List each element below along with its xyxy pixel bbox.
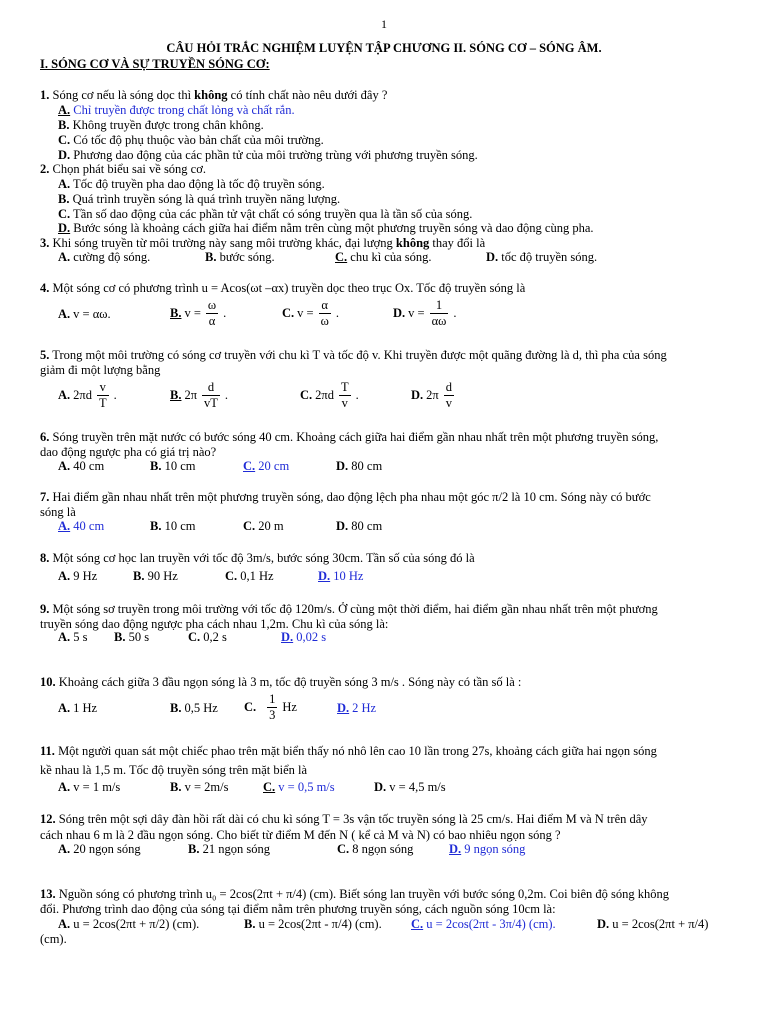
q2-option-a: A. Tốc độ truyền pha dao động là tốc độ truyền sóng. xyxy=(58,177,325,191)
q8-option-a: A. 9 Hz xyxy=(58,569,98,583)
q6-option-a: A. 40 cm xyxy=(58,459,105,473)
q4-option-d: D. v = $\frac{1}{\alpha\omega}$ . xyxy=(393,298,457,328)
q1-option-b: B. Không truyền được trong chân không. xyxy=(58,118,264,132)
question-7-cont: sóng là xyxy=(40,505,76,519)
q10-option-a: A. 1 Hz xyxy=(58,700,98,715)
question-12-cont: cách nhau 6 m là 2 đầu ngọn sóng. Cho biết từ điểm M đến N ( kể cả M và N) có bao nhiêu ngọn sóng ? xyxy=(40,828,561,842)
question-7: 7. Hai điểm gần nhau nhất trên một phương truyền sóng, dao động lệch pha nhau một góc π/2 là 10 cm. Sóng này có bước xyxy=(40,490,651,504)
q11-option-b: B. v = 2m/s xyxy=(170,780,229,794)
q6-option-d: D. 80 cm xyxy=(336,459,383,473)
q3-option-c: C. chu kì của sóng. xyxy=(335,250,432,264)
q10-option-b: B. 0,5 Hz xyxy=(170,700,218,715)
section-heading: I. SÓNG CƠ VÀ SỰ TRUYỀN SÓNG CƠ: xyxy=(40,57,270,71)
question-2: 2. Chọn phát biểu sai về sóng cơ. xyxy=(40,162,206,176)
q6-option-c: C. 20 cm xyxy=(243,459,290,473)
question-1: 1. Sóng cơ nếu là sóng dọc thì không có tính chất nào nêu dưới đây ? xyxy=(40,88,388,102)
q8-option-b: B. 90 Hz xyxy=(133,569,178,583)
q2-option-c: C. Tần số dao động của các phần tử vật chất có sóng truyền qua là tần số của sóng. xyxy=(58,207,473,221)
q12-option-a: A. 20 ngọn sóng xyxy=(58,842,141,856)
q13-option-c: C. u = 2cos(2πt - 3π/4) (cm). xyxy=(411,917,556,931)
q11-option-d: D. v = 4,5 m/s xyxy=(374,780,446,794)
q7-option-b: B. 10 cm xyxy=(150,519,196,533)
q10-option-d: D. 2 Hz xyxy=(337,700,377,715)
question-5-cont: giảm đi một lượng bằng xyxy=(40,363,161,377)
q13-option-d: D. u = 2cos(2πt + π/4) xyxy=(597,917,709,931)
q8-option-d: D. 10 Hz xyxy=(318,569,364,583)
q1-option-a: A. Chỉ truyền được trong chất lỏng và chất rắn. xyxy=(58,103,295,117)
q8-option-c: C. 0,1 Hz xyxy=(225,569,274,583)
q5-option-b: B. 2π $\frac{d}{vT}$ . xyxy=(170,380,229,410)
question-13: 13. Nguồn sóng có phương trình u₀ = 2cos(2πt + π/4) (cm). Biết sóng lan truyền với bước sóng 0,2m. Coi biên độ sóng không xyxy=(40,887,669,901)
page-number: 1 xyxy=(381,17,387,31)
question-4: 4. Một sóng cơ có phương trình u = Acos(ωt –αx) truyền dọc theo trục Ox. Tốc độ truyền sóng là xyxy=(40,281,526,295)
q7-option-a: A. 40 cm xyxy=(58,519,105,533)
q3-option-d: D. tốc độ truyền sóng. xyxy=(486,250,598,264)
q4-option-a: A. v = αω. xyxy=(58,306,111,321)
q1-option-c: C. Có tốc độ phụ thuộc vào bản chất của môi trường. xyxy=(58,133,324,147)
question-3: 3. Khi sóng truyền từ môi trường này sang môi trường khác, đại lượng không thay đổi là xyxy=(40,236,486,250)
q1-option-d: D. Phương dao động của các phần tử của môi trường trùng với phương truyền sóng. xyxy=(58,148,478,162)
q12-option-c: C. 8 ngọn sóng xyxy=(337,842,414,856)
q7-option-c: C. 20 m xyxy=(243,519,284,533)
question-12: 12. Sóng trên một sợi dây đàn hồi rất dài có chu kì sóng T = 3s vận tốc truyền sóng là 25 cm/s. Hai điểm M và N trên dây xyxy=(40,812,648,826)
question-11-cont: kề nhau là 1,5 m. Tốc độ truyền sóng trên mặt biển là xyxy=(40,763,308,777)
question-9: 9. Một sóng sơ truyền trong môi trường với tốc độ 120m/s. Ở cùng một thời điểm, hai điểm gần nhau nhất trên một phương xyxy=(40,602,658,616)
q10-option-c: C. $\frac{1}{3}$ Hz xyxy=(244,692,297,722)
q11-option-a: A. v = 1 m/s xyxy=(58,780,121,794)
q13-option-d-cont: (cm). xyxy=(40,932,67,946)
q13-option-a: A. u = 2cos(2πt + π/2) (cm). xyxy=(58,917,200,931)
q2-option-b: B. Quá trình truyền sóng là quá trình truyền năng lượng. xyxy=(58,192,341,206)
question-11: 11. Một người quan sát một chiếc phao trên mặt biển thấy nó nhô lên cao 10 lần trong 27s, khoảng cách giữa hai ngọn sóng xyxy=(40,744,657,758)
question-9-cont: truyền sóng dao động ngược pha cách nhau 1,2m. Chu kì của sóng là: xyxy=(40,617,389,631)
q7-option-d: D. 80 cm xyxy=(336,519,383,533)
q5-option-a: A. 2πd $\frac{v}{T}$ . xyxy=(58,380,117,410)
question-6-cont: dao động ngược pha có giá trị nào? xyxy=(40,445,217,459)
question-10: 10. Khoảng cách giữa 3 đầu ngọn sóng là 3 m, tốc độ truyền sóng 3 m/s . Sóng này có tần số là : xyxy=(40,675,522,689)
q3-option-b: B. bước sóng. xyxy=(205,250,275,264)
q13-option-b: B. u = 2cos(2πt - π/4) (cm). xyxy=(244,917,382,931)
q12-option-d: D. 9 ngọn sóng xyxy=(449,842,526,856)
q5-option-d: D. 2π $\frac{d}{v}$ xyxy=(411,380,452,410)
question-13-cont: đổi. Phương trình dao động của sóng tại điểm nằm trên phương truyền sóng, cách nguồn sóng 10cm là: xyxy=(40,902,556,916)
question-5: 5. Trong một môi trường có sóng cơ truyền với chu kì T và tốc độ v. Khi truyền được một quãng đường là d, thì pha của sóng xyxy=(40,348,667,362)
q9-option-d: D. 0,02 s xyxy=(281,630,327,644)
q6-option-b: B. 10 cm xyxy=(150,459,196,473)
q11-option-c: C. v = 0,5 m/s xyxy=(263,780,335,794)
q2-option-d: D. Bước sóng là khoảng cách giữa hai điểm nằm trên cùng một phương truyền sóng và dao động cùng pha. xyxy=(58,221,594,235)
question-6: 6. Sóng truyền trên mặt nước có bước sóng 40 cm. Khoảng cách giữa hai điểm gần nhau nhất trên một phương truyền sóng, xyxy=(40,430,659,444)
q12-option-b: B. 21 ngọn sóng xyxy=(188,842,270,856)
q3-option-a: A. cường độ sóng. xyxy=(58,250,151,264)
q4-option-b: B. v = $\frac{\omega}{\alpha}$ . xyxy=(170,298,227,328)
q5-option-c: C. 2πd $\frac{T}{v}$ . xyxy=(300,380,359,410)
q9-option-b: B. 50 s xyxy=(114,630,150,644)
page-title: CÂU HỎI TRẮC NGHIỆM LUYỆN TẬP CHƯƠNG II. SÓNG CƠ – SÓNG ÂM. xyxy=(166,41,602,55)
q9-option-a: A. 5 s xyxy=(58,630,88,644)
question-8: 8. Một sóng cơ học lan truyền với tốc độ 3m/s, bước sóng 30cm. Tần số của sóng đó là xyxy=(40,551,475,565)
q4-option-c: C. v = $\frac{\alpha}{\omega}$ . xyxy=(282,298,339,328)
q9-option-c: C. 0,2 s xyxy=(188,630,227,644)
